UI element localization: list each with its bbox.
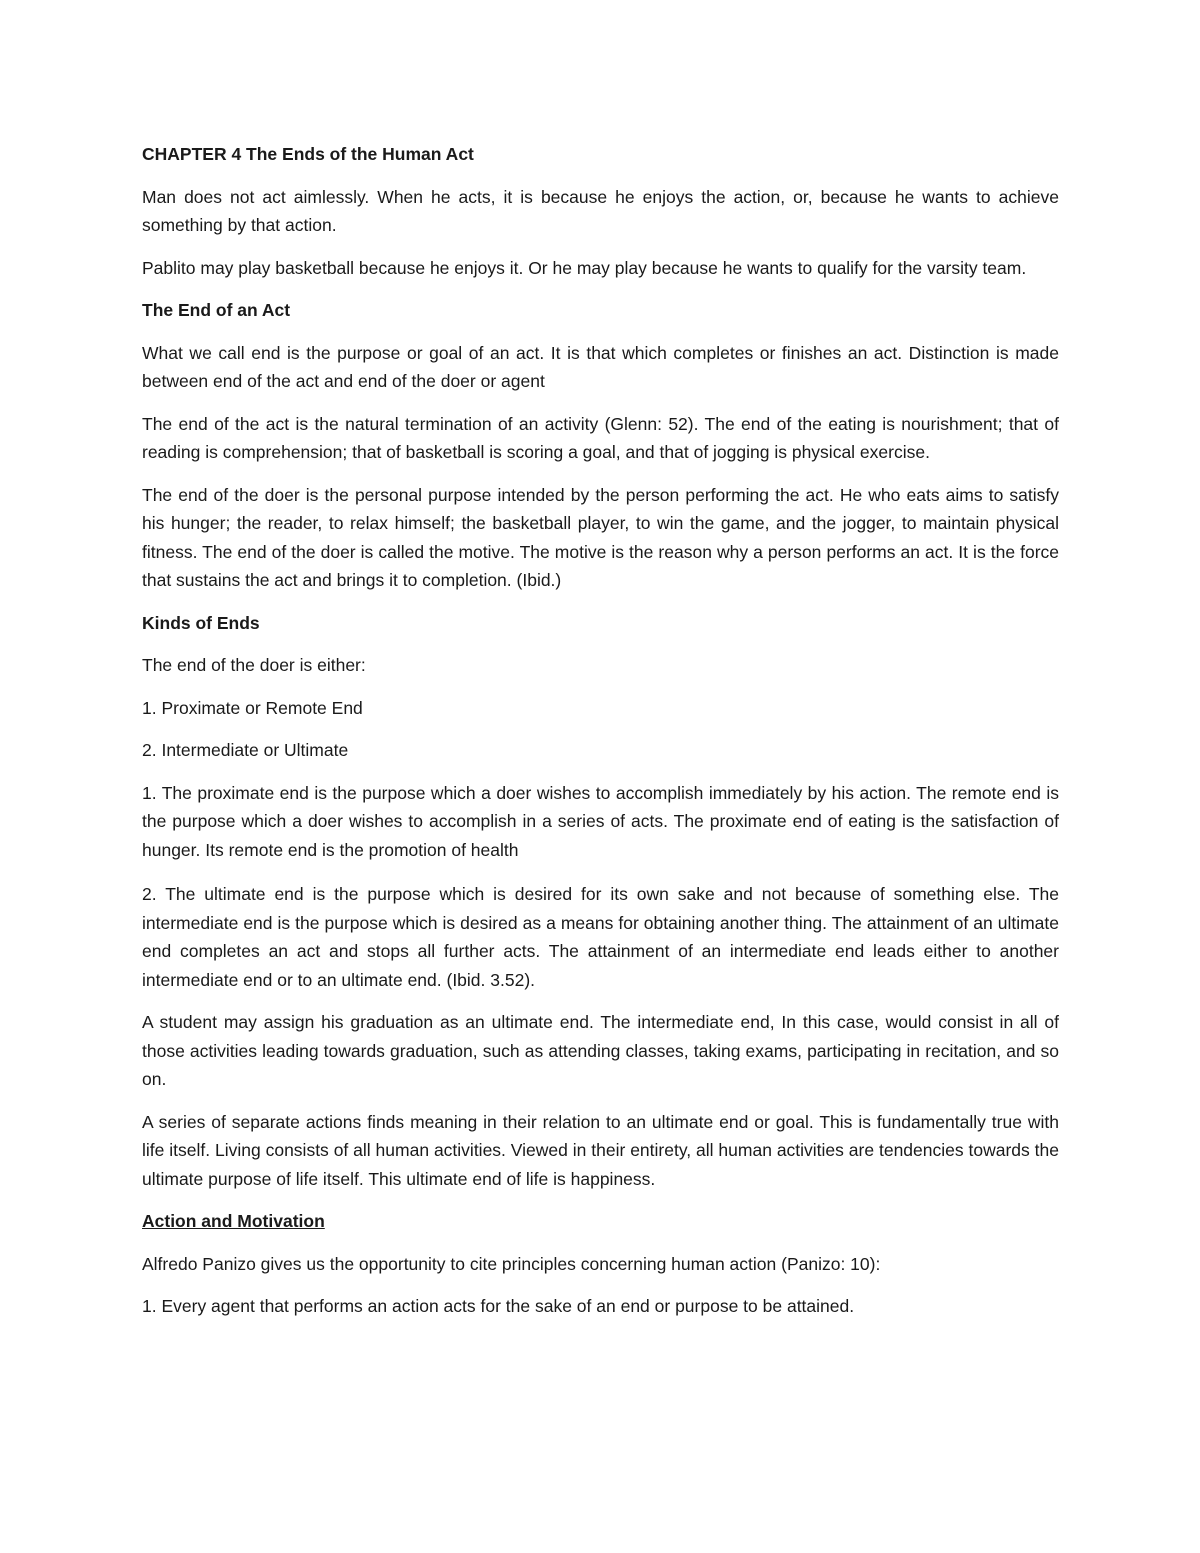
document-page bbox=[142, 140, 1059, 1335]
action-motivation-item-1: 1. Every agent that performs an action acts for the sake of an end or purpose to be attained. bbox=[142, 1296, 855, 1316]
intro-paragraph-2: Pablito may play basketball because he enjoys it. Or he may play because he wants to qualify for the varsity team. bbox=[142, 257, 1027, 278]
section-heading-action-motivation: Action and Motivation bbox=[142, 1211, 325, 1231]
intro-paragraph-1: Man does not act aimlessly. When he acts, it is because he enjoys the action, or, because he wants to achieve something by that action. bbox=[142, 186, 1059, 235]
section-heading-kinds-of-ends: Kinds of Ends bbox=[142, 612, 260, 633]
kinds-of-ends-item-2: 2. Intermediate or Ultimate bbox=[142, 740, 349, 760]
kinds-of-ends-item-1: 1. Proximate or Remote End bbox=[142, 697, 363, 718]
section-heading-end-of-act: The End of an Act bbox=[142, 300, 291, 320]
kinds-of-ends-paragraph-2: 2. The ultimate end is the purpose which is desired for its own sake and not because of something else. The intermediate end is the purpose which is desired as a means for obtaining another thing. The attainment of an ultimate end completes an act and stops all further acts. The attainment of an intermediate end leads either to another intermediate end or to an ultimate end. (Ibid. 3.52). bbox=[142, 884, 1059, 990]
action-motivation-paragraph-1: Alfredo Panizo gives us the opportunity to cite principles concerning human action (Panizo: 10): bbox=[142, 1253, 881, 1274]
end-of-act-paragraph-1: What we call end is the purpose or goal of an act. It is that which completes or finishes an act. Distinction is made between end of the act and end of the doer or agent bbox=[142, 342, 1059, 391]
kinds-of-ends-paragraph-4: A series of separate actions finds meaning in their relation to an ultimate end or goal. This is fundamentally true with life itself. Living consists of all human activities. Viewed in their entirety, all human activities are tendencies towards the ultimate purpose of life itself. This ultimate end of life is happiness. bbox=[142, 1111, 1059, 1189]
end-of-act-paragraph-2: The end of the act is the natural termination of an activity (Glenn: 52). The end of the eating is nourishment; that of reading is comprehension; that of basketball is scoring a goal, and that of jogging is physical exercise. bbox=[142, 413, 1059, 462]
kinds-of-ends-intro: The end of the doer is either: bbox=[142, 655, 366, 675]
end-of-act-paragraph-3: The end of the doer is the personal purpose intended by the person performing the act. He who eats aims to satisfy his hunger; the reader, to relax himself; the basketball player, to win the game, and the jogger, to maintain physical fitness. The end of the doer is called the motive. The motive is the reason why a person performs an act. It is the force that sustains the act and brings it to completion. (Ibid.) bbox=[142, 484, 1059, 590]
kinds-of-ends-paragraph-1: 1. The proximate end is the purpose which a doer wishes to accomplish immediately by his action. The remote end is the purpose which a doer wishes to accomplish in a series of acts. The proximate end of eating is the satisfaction of hunger. Its remote end is the promotion of health bbox=[142, 782, 1059, 860]
chapter-title: CHAPTER 4 The Ends of the Human Act bbox=[142, 144, 474, 164]
kinds-of-ends-paragraph-3: A student may assign his graduation as an ultimate end. The intermediate end, In this case, would consist in all of those activities leading towards graduation, such as attending classes, taking exams, participating in recitation, and so on. bbox=[142, 1012, 1059, 1089]
